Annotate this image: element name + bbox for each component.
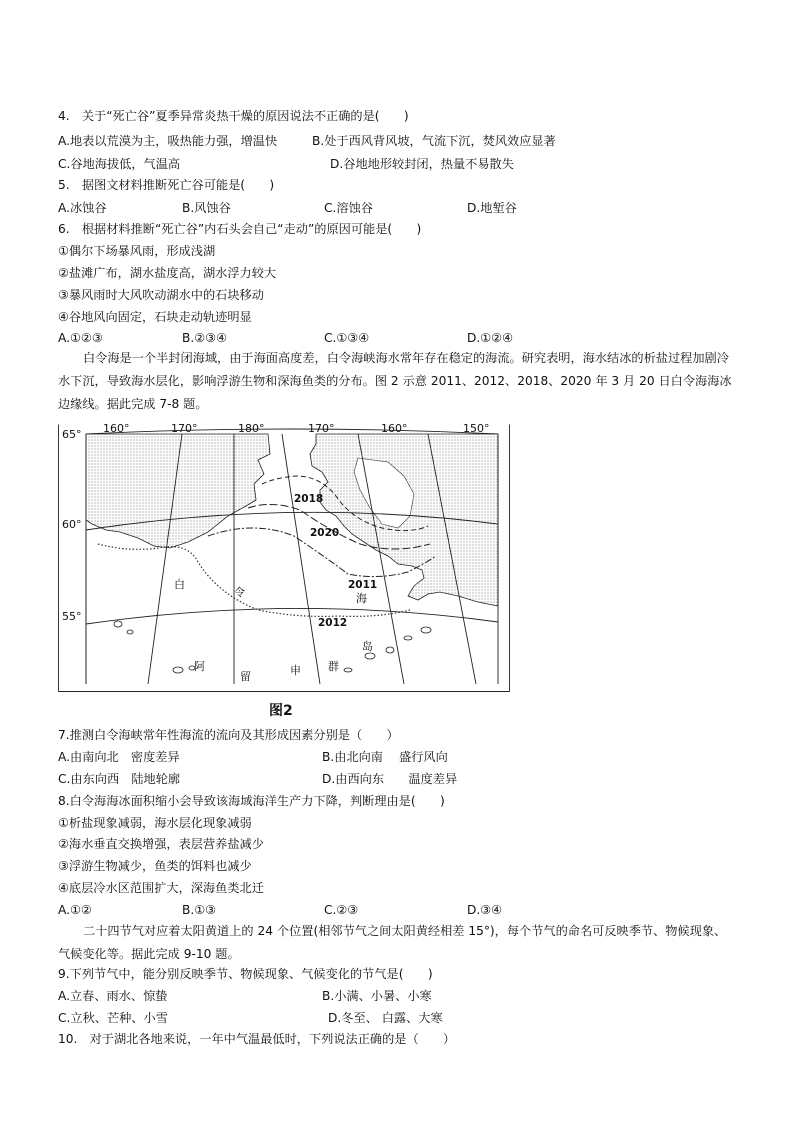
intro-7-8: 白令海是一个半封闭海域，由于海面高度差，白令海峡海水常年存在稳定的海流。研究表明，海水结冰的析盐过程加剧冷水下沉，导致海水层化，影响浮游生物和深海鱼类的分布。图 2 示意 2011、2012、2018、2020 年 3 月 20 日白令海海冰边缘线。据此完成 7-8 题。: [58, 351, 732, 411]
q6-statement-4: ④谷地风向固定，石块走动轨迹明显: [58, 310, 252, 324]
q8-stem: 8.白令海海冰面积缩小会导致该海域海洋生产力下降，判断理由是( ): [58, 794, 445, 808]
island-char-1: 阿: [194, 660, 205, 673]
q6-option-b: B.②③④: [182, 331, 228, 345]
q5-option-a: A.冰蚀谷: [58, 201, 107, 215]
q5-stem: 5. 据图文材料推断死亡谷可能是( ): [58, 178, 275, 192]
q4-option-c: C.谷地海拔低，气温高: [58, 157, 181, 171]
q6-statement-3: ③暴风雨时大风吹动湖水中的石块移动: [58, 288, 264, 302]
q7-option-b: B.由北向南 盛行风向: [322, 750, 448, 764]
q4-stem: 4. 关于“死亡谷”夏季异常炎热干燥的原因说法不正确的是( ): [58, 109, 409, 123]
island-char-5: 岛: [362, 640, 373, 653]
lon-label-170e: 170°: [308, 424, 335, 435]
q9-option-b: B.小满、小暑、小寒: [322, 989, 432, 1003]
q8-option-c: C.②③: [324, 903, 359, 917]
q8-option-b: B.①③: [182, 903, 217, 917]
q4-option-d: D.谷地地形较封闭，热量不易散失: [330, 157, 514, 171]
q8-statement-1: ①析盐现象减弱，海水层化现象减弱: [58, 816, 252, 830]
q6-stem: 6. 根据材料推断“死亡谷”内石头会自己“走动”的原因可能是( ): [58, 222, 422, 236]
year-label-2011: 2011: [348, 579, 378, 591]
q6-option-a: A.①②③: [58, 331, 103, 345]
year-label-2012: 2012: [318, 617, 348, 629]
sea-char-3: 海: [356, 592, 367, 605]
q7-option-a: A.由南向北 密度差异: [58, 750, 180, 764]
q8-option-d: D.③④: [467, 903, 503, 917]
sea-char-2: 令: [234, 586, 245, 599]
sea-char-1: 白: [174, 578, 185, 591]
lon-label-160w: 160°: [103, 424, 130, 435]
lon-label-160e: 160°: [381, 424, 408, 435]
q10-stem: 10. 对于湖北各地来说，一年中气温最低时，下列说法正确的是（ ）: [58, 1032, 456, 1046]
q5-option-b: B.风蚀谷: [182, 201, 231, 215]
q6-statement-2: ②盐滩广布，湖水盐度高，湖水浮力较大: [58, 266, 277, 280]
q9-option-a: A.立春、雨水、惊蛰: [58, 989, 168, 1003]
q6-option-c: C.①③④: [324, 331, 370, 345]
q8-statement-3: ③浮游生物减少，鱼类的饵料也减少: [58, 859, 252, 873]
lon-label-170w: 170°: [171, 424, 198, 435]
bering-sea-ice-map: [58, 424, 510, 692]
lon-label-180: 180°: [238, 424, 265, 435]
q8-statement-2: ②海水垂直交换增强，表层营养盐减少: [58, 837, 264, 851]
q7-option-c: C.由东向西 陆地轮廓: [58, 772, 181, 786]
lon-label-150e: 150°: [463, 424, 490, 435]
year-label-2018: 2018: [294, 493, 324, 505]
q5-option-d: D.地堑谷: [467, 201, 517, 215]
q9-stem: 9.下列节气中，能分别反映季节、物候现象、气候变化的节气是( ): [58, 967, 433, 981]
q7-option-d: D.由西向东 温度差异: [322, 772, 458, 786]
island-char-3: 申: [290, 664, 301, 677]
q8-statement-4: ④底层冷水区范围扩大，深海鱼类北迁: [58, 881, 264, 895]
q9-option-c: C.立秋、芒种、小雪: [58, 1011, 168, 1025]
q5-option-c: C.溶蚀谷: [324, 201, 373, 215]
island-char-2: 留: [240, 670, 251, 683]
year-label-2020: 2020: [310, 527, 340, 539]
q4-option-b: B.处于西风背风坡，气流下沉，焚风效应显著: [312, 134, 556, 148]
figure-caption: 图2: [269, 703, 293, 719]
q8-option-a: A.①②: [58, 903, 92, 917]
island-char-4: 群: [328, 660, 339, 673]
lat-label-60: 60°: [62, 518, 82, 531]
q9-option-d: D.冬至、 白露、大寒: [328, 1011, 443, 1025]
q4-option-a: A.地表以荒漠为主，吸热能力强，增温快: [58, 134, 278, 148]
q6-option-d: D.①②④: [467, 331, 514, 345]
lat-label-55: 55°: [62, 610, 82, 623]
q6-statement-1: ①偶尔下场暴风雨，形成浅湖: [58, 244, 216, 258]
intro-9-10: 二十四节气对应着太阳黄道上的 24 个位置(相邻节气之间太阳黄经相差 15°)，每个节气的命名可反映季节、物候现象、 气候变化等。据此完成 9-10 题。: [58, 924, 727, 961]
lat-label-65: 65°: [62, 428, 82, 441]
q7-stem: 7.推测白令海峡常年性海流的流向及其形成因素分别是（ ）: [58, 728, 399, 742]
